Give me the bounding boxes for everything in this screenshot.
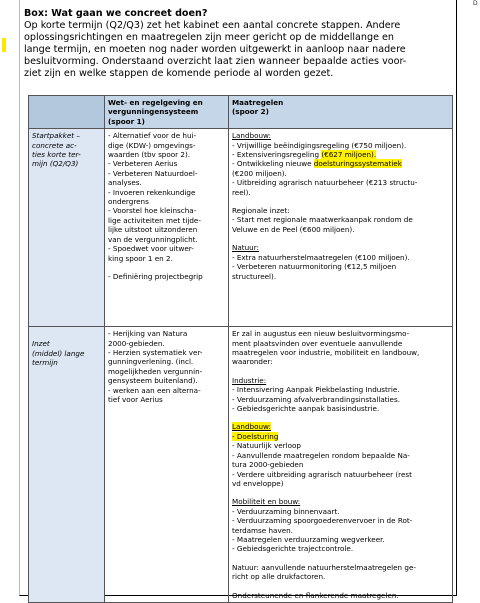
measures-table [28, 95, 453, 603]
header-spoor1: Wet- en regelgeving en vergunningensysteem (spoor 1) [105, 96, 229, 129]
intro-line: besluitvorming. Onderstaand overzicht laat zien wanneer bepaalde acties voor- [24, 56, 407, 67]
landbouw-heading: Landbouw: [232, 131, 271, 141]
box-title: Box: Wat gaan we concreet doen? [24, 8, 208, 19]
box-intro [24, 20, 454, 80]
lange-termijn-spoor1-cell: - Herijking van Natura 2000-gebieden. - Herzien systematiek ver- gunningverlening. (incl. mogelijkheden vergunnin- gensysteem buitenland). - werken aan een alterna- tief voor Aerius [105, 327, 229, 603]
table-row [29, 129, 453, 327]
highlighted-text: - Doelsturing [232, 431, 279, 441]
highlight-marker [2, 38, 6, 52]
row-label-startpakket: Startpakket – concrete ac- ties korte ter- mijn (Q2/Q3) [29, 129, 105, 327]
startpakket-spoor2-cell: Landbouw: - Vrijwillige beëindigingsregeling (€750 miljoen). - Extensiveringsregeling (€627 miljoen). - Ontwikkeling nieuwe doelsturingssystematiek (€200 miljoen). - Uitbreiding agrarisch natuurbeheer (€213 structu- reel). Regionale inzet: - Start met regionale maatwerkaanpak rondom de Veluwe en de Peel (€600 miljoen). Natuur: - Extra natuurherstelmaatregelen (€100 miljoen). - Verbeteren natuurmonitoring (€12,5 miljoen structureel). [229, 129, 453, 327]
intro-line: lange termijn, en moeten nog nader worden uitgewerkt in aanloop naar nadere [24, 44, 406, 55]
natuur-heading: Natuur: [232, 243, 259, 253]
intro-line: ziet zijn en welke stappen de komende periode al worden gezet. [24, 68, 334, 79]
row-label-lange-termijn: Inzet (middel) lange termijn [29, 327, 105, 603]
table-row [29, 327, 453, 603]
table-header-row [29, 96, 453, 129]
mobiliteit-heading: Mobiliteit en bouw: [232, 497, 301, 507]
intro-line: Op korte termijn (Q2/Q3) zet het kabinet een aantal concrete stappen. Andere [24, 20, 401, 31]
lange-termijn-spoor2-cell: Er zal in augustus een nieuw besluitvormingsmo- ment plaatsvinden over eventuele aanvullende maatregelen voor industrie, mobiliteit en landbouw, waaronder: Industrie: - Intensivering Aanpak Piekbelasting Industrie. - Verduurzaming afvalverbrandingsinstallaties. - Gebiedsgerichte aanpak basisindustrie. Landbouw: - Doelsturing - Natuurlijk verloop - Aanvullende maatregelen rondom bepaalde Na- tura 2000-gebieden - Verdere uitbreiding agrarisch natuurbeheer (rest vd enveloppe) Mobiliteit en bouw: - Verduurzaming binnenvaart. - Verduurzaming spoorgoederenvervoer in de Rot- terdamse haven. - Maatregelen verduurzaming wegverkeer. - Gebiedsgerichte trajectcontrole. Natuur: aanvullende natuurherstelmaatregelen ge- richt op alle drukfactoren. Ondersteunende en flankerende maatregelen. [229, 327, 453, 603]
intro-line: oplossingsrichtingen en maatregelen zijn meer gericht op de middellange en [24, 32, 395, 43]
landbouw-heading: Landbouw: [232, 422, 271, 432]
page-corner-label: D [473, 0, 478, 7]
header-spoor2: Maatregelen (spoor 2) [229, 96, 453, 129]
highlighted-text: (€627 miljoen). [321, 150, 377, 160]
header-empty-cell [29, 96, 105, 129]
highlighted-text: doelsturingssystematiek [313, 159, 402, 169]
startpakket-spoor1-cell: - Alternatief voor de hui- dige (KDW-) omgevings- waarden (tbv spoor 2). - Verbeteren Aerius - Verbeteren Natuurdoel- analyses. - Invoeren rekenkundige ondergrens - Voorstel hoe kleinscha- lige activiteiten met tijde- lijke uitstoot uitzonderen van de vergunningplicht. - Spoedwet voor uitwer- king spoor 1 en 2. - Definiëring projectbegrip [105, 129, 229, 327]
industrie-heading: Industrie: [232, 375, 267, 385]
